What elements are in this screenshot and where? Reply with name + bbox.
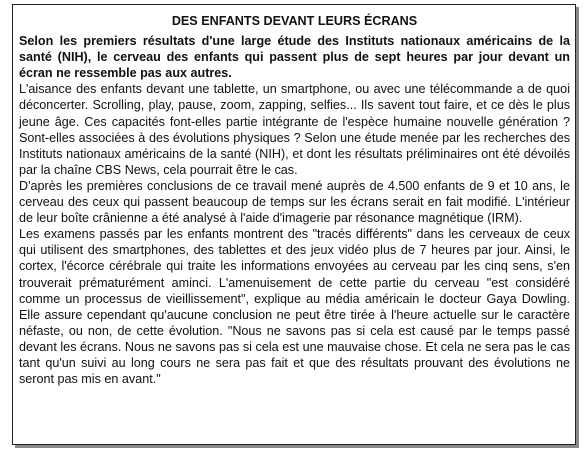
article-title: DES ENFANTS DEVANT LEURS ÉCRANS	[171, 14, 418, 28]
article-paragraph-2: D'après les premières conclusions de ce travail mené auprès de 4.500 enfants de 9 et 10 ans, le cerveau des ceux qui passent beaucoup de temps sur les écrans serait en fait modifié. L'intérieur de leur boîte crânienne a été analysé à l'aide d'imagerie par résonance magnétique (IRM).	[19, 178, 570, 226]
article-paragraph-1: L'aisance des enfants devant une tablette, un smartphone, ou avec une télécommande a de quoi déconcerter. Scrolling, play, pause, zoom, zapping, selfies... Ils savent tout faire, et ce dès le plus jeune âge. Ces capacités font-elles partie intégrante de l'espèce humaine nouvelle génération ? Sont-elles associées à des évolutions physiques ? Selon une étude menée par les recherches des Instituts nationaux américains de la santé (NIH), et dont les résultats préliminaires ont été dévoilés par la chaîne CBS News, cela pourrait être le cas.	[19, 82, 570, 177]
article-lead: Selon les premiers résultats d'une large étude des Instituts nationaux américains de la santé (NIH), le cerveau des enfants qui passent plus de sept heures par jour devant un écran ne ressemble pas aux autres.	[19, 34, 570, 81]
article-paragraph-3: Les examens passés par les enfants montrent des "tracés différents" dans les cerveaux de ceux qui utilisent des smartphones, des tablettes et des jeux vidéo plus de 7 heures par jour. Ainsi, le cortex, l'écorce cérébrale qui traite les informations envoyées au cerveau par les cinq sens, s'en trouverait prématurément aminci. L'amenuisement de cette partie du cerveau "est considéré comme un processus de vieillissement", explique au média américain le docteur Gaya Dowling. Elle assure cependant qu'aucune conclusion ne peut être tirée à l'heure actuelle sur le caractère néfaste, ou non, de cette évolution. "Nous ne savons pas si cela est causé par le temps passé devant les écrans. Nous ne savons pas si cela est une mauvaise chose. Et cela ne sera pas le cas tant qu'un suivi au long cours ne sera pas fait et que des résultats prouvant des évolutions ne seront pas mis en avant."	[19, 227, 570, 387]
article-content	[19, 13, 570, 387]
